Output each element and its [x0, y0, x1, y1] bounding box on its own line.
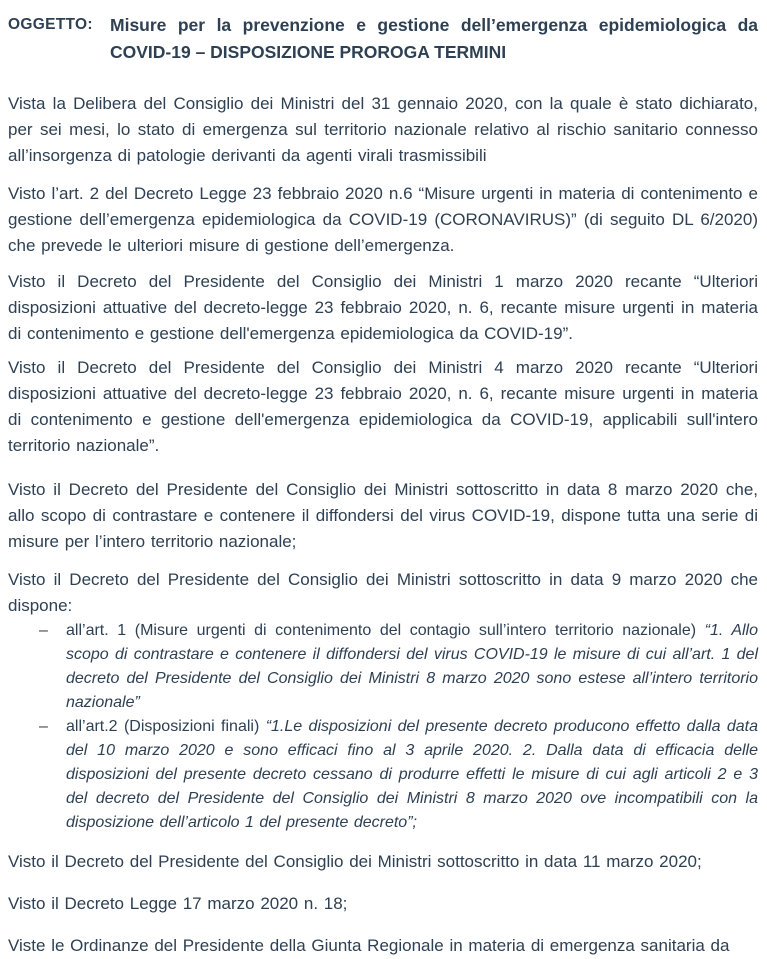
- list-item-art-2: [8, 715, 758, 835]
- paragraph-ordinanze-giunta-regionale: Viste le Ordinanze del Presidente della Giunta Regionale in materia di emergenza sanitaria da: [8, 936, 730, 955]
- subject-label: OGGETTO:: [8, 16, 93, 33]
- paragraph-decreto-legge-23-febbraio-2020: Visto l’art. 2 del Decreto Legge 23 febbraio 2020 n.6 “Misure urgenti in materia di contenimento e gestione dell’emergenza epidemiologica da COVID-19 (CORONAVIRUS)” (di seguito DL 6/2020) che prevede le ulteriori misure di gestione dell’emergenza.: [8, 184, 758, 255]
- dash-bullet-icon: –: [39, 622, 48, 639]
- list-item-art-2-text: [66, 715, 758, 835]
- list-item-art-1-text: [66, 619, 758, 715]
- paragraph-dpcm-4-marzo-2020: Visto il Decreto del Presidente del Consiglio dei Ministri 4 marzo 2020 recante “Ulteriori disposizioni attuative del decreto-legge 23 febbraio 2020, n. 6, recante misure urgenti in materia di contenimento e gestione dell'emergenza epidemiologica da COVID-19, applicabili sull'intero territorio nazionale”.: [8, 358, 758, 455]
- list-item-art-2-quote: “1.Le disposizioni del presente decreto producono effetto dalla data del 10 marzo 2020 e sono efficaci fino al 3 aprile 2020. 2. Dalla data di efficacia delle disposizioni del presente decreto cessano di produrre effetti le misure di cui agli articoli 2 e 3 del decreto del Presidente del Consiglio dei Ministri 8 marzo 2020 ove incompatibili con la disposizione dell’articolo 1 del presente decreto”;: [66, 718, 759, 831]
- list-item-art-1: [8, 619, 758, 715]
- subject-title: Misure per la prevenzione e gestione dell’emergenza epidemiologica da COVID-19 – DISPOSIZIONE PROROGA TERMINI: [110, 15, 758, 62]
- subject-block: [8, 12, 758, 66]
- paragraph-dpcm-8-marzo-2020: Visto il Decreto del Presidente del Consiglio dei Ministri sottoscritto in data 8 marzo 2020 che, allo scopo di contrastare e contenere il diffondersi del virus COVID-19, dispone tutta una serie di misure per l’intero territorio nazionale;: [8, 480, 758, 551]
- list-item-art-1-lead: all’art. 1 (Misure urgenti di contenimento del contagio sull’intero territorio nazionale): [66, 622, 705, 639]
- dash-bullet-icon: –: [39, 718, 48, 735]
- paragraph-dpcm-11-marzo-2020: Visto il Decreto del Presidente del Consiglio dei Ministri sottoscritto in data 11 marzo 2020;: [8, 852, 702, 871]
- list-item-art-1-quote: “1. Allo scopo di contrastare e contenere il diffondersi del virus COVID-19 le misure di cui all’art. 1 del decreto del Presidente del Consiglio dei Ministri 8 marzo 2020 sono estese all’intero territorio nazionale”: [66, 622, 759, 711]
- paragraph-dpcm-1-marzo-2020: Visto il Decreto del Presidente del Consiglio dei Ministri 1 marzo 2020 recante “Ulteriori disposizioni attuative del decreto-legge 23 febbraio 2020, n. 6, recante misure urgenti in materia di contenimento e gestione dell'emergenza epidemiologica da COVID-19”.: [8, 272, 758, 343]
- paragraph-delibera-31-gennaio-2020: Vista la Delibera del Consiglio dei Ministri del 31 gennaio 2020, con la quale è stato dichiarato, per sei mesi, lo stato di emergenza sul territorio nazionale relativo al rischio sanitario connesso all’insorgenza di patologie derivanti da agenti virali trasmissibili: [8, 94, 758, 165]
- dpcm-9-marzo-provisions-list: [8, 619, 758, 835]
- list-item-art-2-lead: all’art.2 (Disposizioni finali): [66, 718, 266, 735]
- paragraph-dpcm-9-marzo-2020-intro: Visto il Decreto del Presidente del Consiglio dei Ministri sottoscritto in data 9 marzo 2020 che dispone:: [8, 570, 758, 615]
- paragraph-decreto-legge-17-marzo-2020: Visto il Decreto Legge 17 marzo 2020 n. 18;: [8, 894, 348, 913]
